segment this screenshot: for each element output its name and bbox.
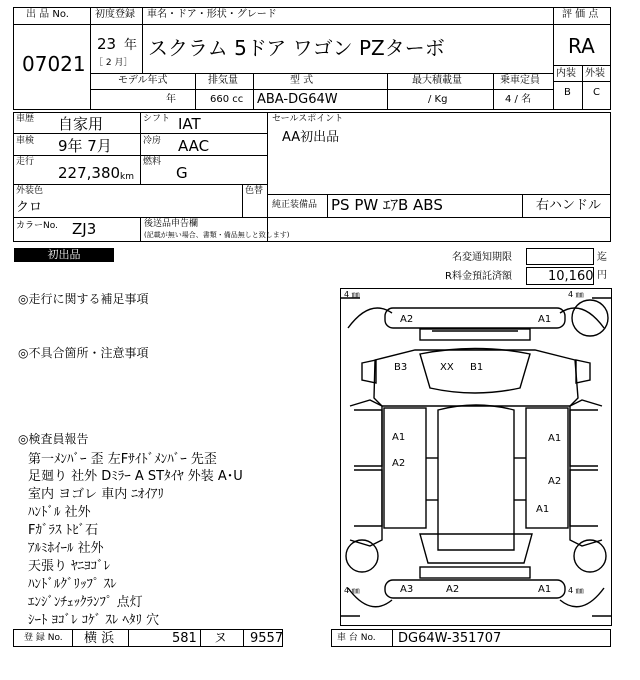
inspector-line: Fｶﾞﾗｽ ﾄﾋﾞ石 <box>28 523 99 538</box>
first-registration-year: 23 <box>97 35 117 53</box>
mark-rear-a3: A3 <box>400 584 414 595</box>
inspector-line: ﾊﾝﾄﾞﾙｸﾞﾘｯﾌﾟ ｽﾚ <box>28 577 117 592</box>
registration-region: 横 浜 <box>84 631 115 646</box>
displacement-value: 660 cc <box>210 94 244 105</box>
inspector-line: 室内 ヨゴレ 車内 ﾆｵｲｱﾘ <box>28 487 164 502</box>
inspector-report-title: ◎検査員報告 <box>18 432 89 446</box>
mark-front-a1: A1 <box>538 314 552 325</box>
sales-point-value: AA初出品 <box>282 130 340 145</box>
inspector-line: 天張り ﾔﾆﾖｺﾞﾚ <box>28 559 111 574</box>
roof <box>438 405 514 550</box>
inspector-line: ｴﾝｼﾞﾝﾁｪｯｸﾗﾝﾌﾟ 点灯 <box>28 595 143 610</box>
inspector-line: ﾊﾝﾄﾞﾙ 社外 <box>28 505 91 520</box>
tire-depth-br: 4 ㎜ <box>568 586 584 595</box>
mark-right-a1-top: A1 <box>548 433 562 444</box>
max-load-label: 最大積載量 <box>412 75 462 86</box>
inspection-label: 車検 <box>16 136 35 146</box>
inspection-value: 9年 7月 <box>58 137 112 155</box>
mark-hood-b1: B1 <box>470 362 484 373</box>
documents-label: 後送品申告欄 <box>144 219 199 229</box>
inspector-line: ｼｰﾄ ﾖｺﾞﾚ ｺｹﾞ ｽﾚ ﾍﾀﾘ 穴 <box>28 613 160 628</box>
model-type-value: ABA-DG64W <box>257 92 338 107</box>
history-label: 車歴 <box>16 114 35 124</box>
exterior-grade-label: 外装 <box>585 68 605 79</box>
lot-number-label: 出 品 No. <box>26 9 69 20</box>
documents-note: (記載が無い場合、書類・備品無しと致します) <box>144 231 290 239</box>
exterior-color-value: クロ <box>16 200 43 215</box>
chassis-number: DG64W-351707 <box>398 631 502 646</box>
fuel-label: 燃料 <box>143 157 162 167</box>
displacement-label: 排気量 <box>208 75 238 86</box>
wheel-front-right <box>560 308 604 328</box>
tire-depth-tr: 4 ㎜ <box>568 290 584 299</box>
overall-grade: RA <box>568 34 595 58</box>
wheel-circle-rear-right <box>574 540 606 572</box>
equipment-label: 純正装備品 <box>272 200 318 210</box>
mark-hood-xx: XX <box>440 362 454 373</box>
exterior-color-label: 外装色 <box>16 186 44 196</box>
left-front-door <box>354 410 382 466</box>
recycle-fee-label: R料金預託済額 <box>445 271 512 282</box>
mileage-change-unit: 迄 <box>597 252 607 263</box>
first-registration-month: ［ 2 月］ <box>94 58 133 68</box>
aircon-label: 冷房 <box>143 136 162 146</box>
max-load-value: / Kg <box>428 94 448 105</box>
interior-grade: B <box>564 87 571 98</box>
mileage-label: 走行 <box>16 157 35 167</box>
lot-number: 07021 <box>22 52 86 76</box>
right-rear-door <box>570 470 598 526</box>
right-front-door <box>570 410 598 466</box>
right-mirror <box>576 360 590 383</box>
recycle-fee-unit: 円 <box>597 270 607 281</box>
grade-label: 評 価 点 <box>562 9 599 20</box>
running-notes-title: ◎走行に関する補足事項 <box>18 292 149 306</box>
model-year-label: モデル年式 <box>118 75 168 86</box>
sales-point-label: セールスポイント <box>272 114 344 124</box>
mileage-change-label: 名変通知期限 <box>452 252 512 263</box>
car-name-label: 車名・ドア・形状・グレード <box>147 9 277 20</box>
mark-left-a1: A1 <box>392 432 406 443</box>
tire-depth-bl: 4 ㎜ <box>344 586 360 595</box>
mark-rear-a2: A2 <box>446 584 460 595</box>
wheel-circle-rear-left <box>346 540 378 572</box>
mark-rear-a1: A1 <box>538 584 552 595</box>
inspector-line: 第一ﾒﾝﾊﾞｰ 歪 左Fｻｲﾄﾞﾒﾝﾊﾞｰ 先歪 <box>28 452 217 467</box>
shift-label: シフト <box>143 114 171 124</box>
left-side-body <box>350 400 382 546</box>
first-registration-label: 初度登録 <box>95 9 135 20</box>
capacity-value: 4 / 名 <box>505 94 532 105</box>
mark-right-a1-bottom: A1 <box>536 504 550 515</box>
car-name: スクラム 5ドア ワゴン PZターボ <box>148 36 445 60</box>
model-type-label: 型 式 <box>290 75 314 86</box>
tire-depth-tl: 4 ㎜ <box>344 290 360 299</box>
registration-class: 581 <box>172 631 197 646</box>
exterior-grade: C <box>593 87 600 98</box>
aircon-value: AAC <box>178 137 210 155</box>
equipment-value: PS PW ｴｱB ABS <box>331 196 443 214</box>
chassis-label: 車 台 No. <box>337 633 376 643</box>
right-side-body <box>570 400 602 546</box>
rear-garnish <box>420 567 530 578</box>
hood-outline <box>374 350 578 406</box>
color-no-label: カラーNo. <box>16 221 58 231</box>
history-value: 自家用 <box>58 115 104 133</box>
interior-grade-label: 内装 <box>556 68 576 79</box>
steering-value: 右ハンドル <box>536 198 602 213</box>
mileage-value: 227,380 <box>58 164 121 182</box>
rear-glass <box>420 534 532 563</box>
mark-front-a2: A2 <box>400 314 414 325</box>
year-unit-label: 年 <box>124 38 138 53</box>
mileage-unit: km <box>120 172 134 182</box>
inspector-line: ｱﾙﾐﾎｲｰﾙ 社外 <box>28 541 104 556</box>
diagram-frame <box>341 289 612 626</box>
inspector-line: 足廻り 社外 Dﾐﾗｰ A STﾀｲﾔ 外装 A･U <box>28 469 243 484</box>
left-rear-door <box>354 470 382 526</box>
mark-left-a2: A2 <box>392 458 406 469</box>
mark-right-a2: A2 <box>548 476 562 487</box>
repaint-label: 色替 <box>245 186 264 196</box>
color-no-value: ZJ3 <box>72 220 97 238</box>
registration-kana: ヌ <box>214 631 228 646</box>
shift-value: IAT <box>178 115 201 133</box>
defects-notes-title: ◎不具合箇所・注意事項 <box>18 346 149 360</box>
mileage-change-box <box>526 248 594 265</box>
first-listing-badge: 初出品 <box>14 248 114 262</box>
recycle-fee-value: 10,160 <box>548 269 594 284</box>
car-damage-diagram <box>340 288 612 626</box>
fuel-value: G <box>176 164 188 182</box>
mark-hood-b3: B3 <box>394 362 408 373</box>
wheel-circle-front-right <box>572 300 608 336</box>
model-year-unit: 年 <box>166 94 176 105</box>
capacity-label: 乗車定員 <box>500 75 540 86</box>
registration-label: 登 録 No. <box>24 633 63 643</box>
registration-number: 9557 <box>250 631 284 646</box>
